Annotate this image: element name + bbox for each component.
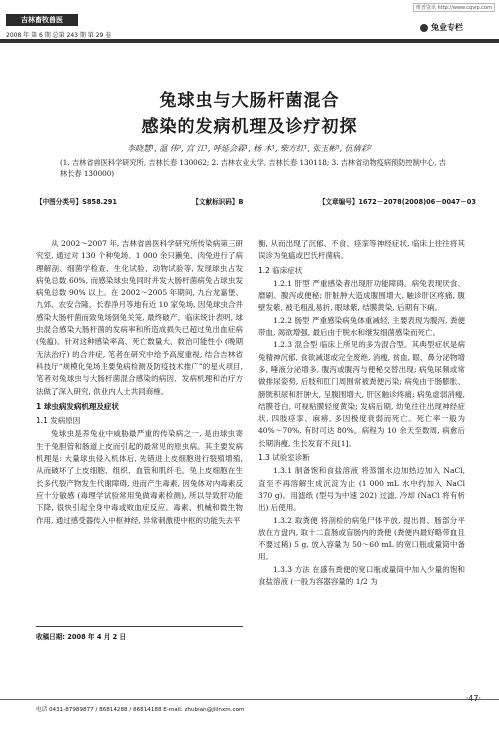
document-code: 【文献标识码】B	[192, 198, 244, 206]
right-column	[258, 238, 465, 588]
article-title-line1: 兔球虫与大肠杆菌混合	[159, 91, 340, 111]
header-rule	[0, 39, 499, 43]
rabbit-icon	[420, 24, 428, 32]
article-title-line2: 感染的发病机理及诊疗初探	[141, 117, 358, 137]
page-number: ·47·	[465, 694, 481, 703]
issue-line: 2008 年 第 6 期 总第 243 期 第 29 卷	[6, 32, 112, 39]
intro-paragraph: 从 2002～2007 年, 吉林省兽医科学研究所传染病第三研究室, 通过对 130 个种兔场、1 000 余只獭兔、肉兔进行了病理解剖、细菌学检查、生化试验、动物试验等, 发现球虫占发病兔总数 60%, 而感染球虫兔同时并发大肠杆菌病兔占球虫发病兔总数 90% 以上。在 2002～2005 年期间, 九台龙嘉堡、九郊、农安合隆、长春净月等地有近 10 家兔场, 因兔球虫合并感染大肠杆菌而致兔场倒兔关笼, 最终破产。临床统计表明, 球虫混合感染大肠杆菌的发病率和所造成损失已超过兔出血症病 (兔瘟)。针对这种感染率高、死亡数量大、救治可能性小 (晚期无法治疗) 的合并症, 笔者在研究中给予高度重视, 结合吉林省科技厅“规模化兔场主要兔病检测及防疫技术推广”的星火项目, 笔者对兔球虫与大肠杆菌混合感染的病因、发病机理和治疗方法做了深入研究, 供业内人士共同商榷。	[36, 239, 243, 396]
affiliation: (1. 吉林省兽医科学研究所, 吉林长春 130062; 2. 吉林农业大学, 吉林长春 130118; 3. 吉林省动物疫病预防控制中心, 吉林长春 130000)	[60, 158, 446, 178]
footer-contact: 电话 0431-87989877 / 86814288 / 86814188 E-mail: zhubian@jilinxm.com	[36, 707, 245, 713]
received-rule	[36, 626, 243, 627]
section-1-3-3-paragraph: 1.3.3 方法 在盛有粪便的宽口瓶或量筒中加入少量的饱和食盐溶液 (一般为容器容量的 1/2 为	[258, 564, 465, 587]
section-1-1-heading: 1.1 发病原因	[36, 416, 81, 426]
received-date: 收稿日期: 2008 年 4 月 2 日	[36, 633, 127, 641]
continued-paragraph: 衡, 从而出现了沉郁、不食、痉挛等神经症状, 临床上往往将其误诊为兔瘟或巴氏杆菌病。	[258, 239, 465, 261]
section-1-2-1-paragraph: 1.2.1 肝型 严重感染者出现肝功能障碍。病兔表现厌食、磨刷、腹泻或便秘; 肝脏肿大造成腹围增大, 触诊肝区疼痛, 腹壁发紫, 被毛粗乱易折, 眼球紫, 结膜黄染, 后期有下痢。	[258, 278, 465, 313]
article-id: 【文章编号】1672－2078(2008)06－0047－03	[318, 198, 476, 206]
left-column	[36, 238, 243, 527]
authors: 李晓慧¹, 温 伟³, 宫 江¹, 呼延会霖¹, 杨 木¹, 柴方红¹, 张玉彬³, 伉倩彩²	[127, 144, 372, 153]
column-tag-label: 兔业专栏	[431, 23, 463, 32]
section-1-3-1-paragraph: 1.3.1 制备饱和食盐溶液 将蒸馏水边加热边加入 NaCl, 直至不再溶解生成沉淀为止 (1 000 mL 水中约加入 NaCl 370 g)。用滤纸 (型号为中速 202) 过滤, 冷却 (NaCl 将有析出) 后使用。	[258, 466, 465, 513]
article-meta	[36, 196, 476, 206]
section-1-1-paragraph: 兔球虫是养兔业中威胁最严重的传染病之一, 是由球虫寄生于兔胆管和肠道上皮而引起的最常见的原虫病。其主要发病机理是: 大量球虫侵入机体后, 先错进上皮细胞进行裂殖增殖, 从而破坏了上皮细胞、组织、血管和肌纤毛。兔上皮细胞在生长多代裂产物发生代谢障碍, 进而产生毒素, 因兔体对内毒素反应十分敏感 (毒理学试验常用兔做毒素检测), 所以导致肝功能下降, 很快引起全身中毒或败血症反应。毒素、机械和微生物作用, 通过感受器传入中枢神经, 异常刺激使中枢的功能失去平	[36, 429, 243, 525]
column-tag	[420, 22, 463, 33]
section-1-3-2-paragraph: 1.3.2 取粪便 将剖检的病兔尸体平放, 提出胃、肠部分平放在方盘内, 取十二直肠或盲肠内的粪便 (粪便内最好略带血且不要过稀) 5 g, 放入容量为 50～60 mL 的宽口瓶或量筒中备用。	[258, 515, 465, 562]
footer-rule	[0, 699, 499, 700]
watermark: 维普资讯 http://www.cqvip.com	[413, 3, 495, 12]
section-1-2-2-paragraph: 1.2.2 肠型 严重感染病兔体重减轻, 主要表现为腹泻, 粪便带血, 渴欲增强, 最后由于脱水和继发细菌感染而死亡。	[258, 315, 465, 338]
journal-logo: 吉林畜牧兽医	[6, 14, 78, 26]
section-1-heading: 1 球虫病发病机理及症状	[36, 401, 119, 411]
section-1-2-3-paragraph: 1.2.3 混合型 临床上所见的多为混合型。其典型症状是病兔精神沉郁, 食欲减退或完全废绝, 消瘦, 贫血, 眼、鼻分泌物增多, 唾液分泌增多, 腹泻或腹泻与便秘交替出现; 病兔尿频或常做排尿姿势, 后肢和肛门周围常被粪便污染; 病兔由于肠膨胀、膀胱积尿和肝肿大, 呈腹围增大, 肝区触诊疼痛; 病兔虚弱消瘦, 结膜苍白, 可视粘膜轻度黄染; 发病后期, 幼兔往往出现神经症状, 四肢痉挛、麻痹, 多因极度衰弱而死亡。死亡率一般为 40%～70%, 有时可达 80%。病程为 10 余天至数周, 病愈后长期消瘦, 生长发育不良[1]。	[258, 340, 465, 448]
clc-number: 【中图分类号】S858.291	[36, 198, 117, 206]
section-1-3-heading: 1.3 试验室诊断	[258, 453, 310, 463]
section-1-2-heading: 1.2 临床症状	[258, 265, 303, 275]
